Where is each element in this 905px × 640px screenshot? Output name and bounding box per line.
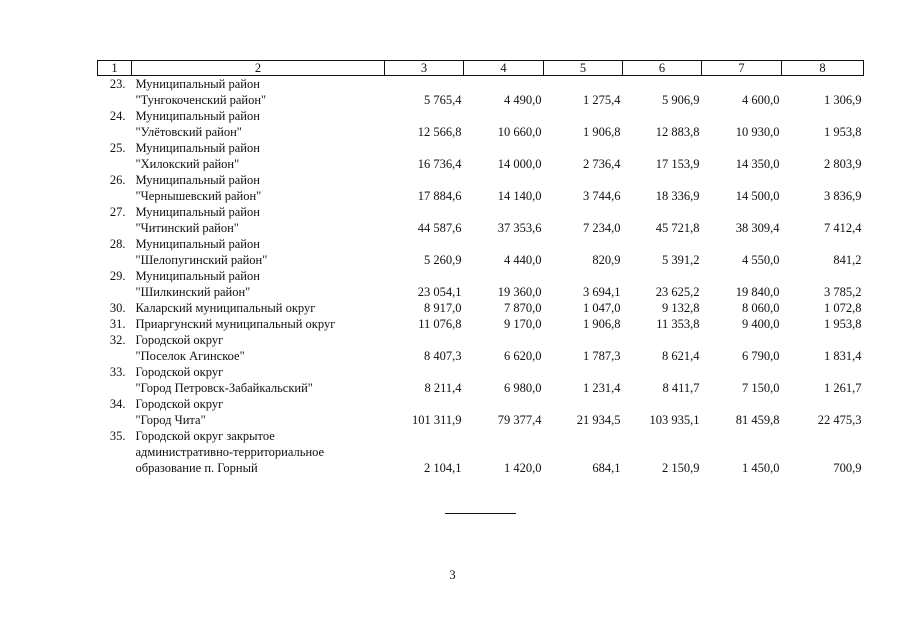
value-cell-col-4: 6 620,0	[504, 349, 542, 363]
row-number: 27.	[109, 205, 126, 219]
value-cell-col-3: 44 587,6	[417, 221, 462, 235]
table-row	[98, 204, 864, 236]
municipality-name-line: "Город Петровск-Забайкальский"	[135, 381, 313, 395]
value-cell-col-4: 14 000,0	[497, 157, 542, 171]
value-cell-col-6: 5 391,2	[662, 253, 700, 267]
municipality-name-line: Муниципальный район	[135, 205, 260, 219]
value-cell-col-7: 6 790,0	[742, 349, 780, 363]
value-cell-col-5: 3 694,1	[583, 285, 621, 299]
municipality-name-line: Муниципальный район	[135, 173, 260, 187]
value-cell-col-8: 1 953,8	[824, 125, 862, 139]
value-cell-col-7: 14 350,0	[735, 157, 780, 171]
municipality-name-line: Городской округ	[135, 365, 224, 379]
value-cell-col-8: 1 953,8	[824, 317, 862, 331]
value-cell-col-3: 11 076,8	[418, 317, 462, 331]
value-cell-col-8: 2 803,9	[824, 157, 862, 171]
municipality-name-line: Муниципальный район	[135, 269, 260, 283]
value-cell-col-5: 1 906,8	[583, 317, 621, 331]
municipality-name-line: Муниципальный район	[135, 109, 260, 123]
municipality-name-line: административно-территориальное	[135, 445, 325, 459]
value-cell-col-6: 12 883,8	[655, 125, 700, 139]
row-number: 31.	[109, 317, 126, 331]
value-cell-col-5: 7 234,0	[583, 221, 621, 235]
value-cell-col-6: 18 336,9	[655, 189, 700, 203]
row-number: 34.	[109, 397, 126, 411]
value-cell-col-6: 17 153,9	[655, 157, 700, 171]
municipality-name-line: "Тунгокоченский район"	[135, 93, 267, 107]
value-cell-col-4: 4 440,0	[504, 253, 542, 267]
column-header-5: 5	[544, 61, 623, 76]
municipality-name	[132, 268, 385, 300]
municipality-name-line: Муниципальный район	[135, 141, 260, 155]
value-cell-col-6: 8 411,7	[662, 381, 700, 395]
value-cell-col-7: 14 500,0	[735, 189, 780, 203]
value-cell-col-6: 45 721,8	[655, 221, 700, 235]
value-cell-col-8: 1 306,9	[824, 93, 862, 107]
row-number: 24.	[109, 109, 126, 123]
value-cell-col-5: 1 047,0	[583, 301, 621, 315]
municipality-name-line: Городской округ	[135, 397, 224, 411]
value-cell-col-3: 101 311,9	[411, 413, 462, 427]
value-cell-col-6: 5 906,9	[662, 93, 700, 107]
value-cell-col-8: 3 785,2	[824, 285, 862, 299]
value-cell-col-4: 19 360,0	[497, 285, 542, 299]
table-row	[98, 236, 864, 268]
table-row	[98, 268, 864, 300]
table-row	[98, 140, 864, 172]
value-cell-col-3: 16 736,4	[417, 157, 462, 171]
municipality-name-line: "Хилокский район"	[135, 157, 240, 171]
municipality-name-line: "Поселок Агинское"	[135, 349, 245, 363]
value-cell-col-5: 2 736,4	[583, 157, 621, 171]
row-number: 25.	[109, 141, 126, 155]
column-number-row	[98, 61, 864, 76]
municipality-name-line: "Читинский район"	[135, 221, 239, 235]
table-body	[98, 76, 864, 477]
column-header-8: 8	[782, 61, 864, 76]
value-cell-col-7: 1 450,0	[742, 461, 780, 475]
municipality-name-line: "Улётовский район"	[135, 125, 242, 139]
value-cell-col-5: 3 744,6	[583, 189, 621, 203]
municipality-name	[132, 76, 385, 109]
value-cell-col-4: 10 660,0	[497, 125, 542, 139]
municipality-name	[132, 236, 385, 268]
municipality-name	[132, 140, 385, 172]
column-header-2: 2	[132, 61, 385, 76]
municipality-name	[132, 204, 385, 236]
value-cell-col-7: 10 930,0	[735, 125, 780, 139]
municipality-name	[132, 428, 385, 476]
municipality-name-line: "Чернышевский район"	[135, 189, 262, 203]
value-cell-col-3: 12 566,8	[417, 125, 462, 139]
municipality-name-line: "Город Чита"	[135, 413, 206, 427]
municipality-name-line: Каларский муниципальный округ	[135, 301, 316, 315]
row-number: 32.	[109, 333, 126, 347]
value-cell-col-3: 23 054,1	[417, 285, 462, 299]
row-number: 26.	[109, 173, 126, 187]
value-cell-col-7: 81 459,8	[735, 413, 780, 427]
table-header	[98, 61, 864, 76]
municipality-name	[132, 316, 385, 332]
value-cell-col-3: 8 917,0	[424, 301, 462, 315]
row-number: 29.	[109, 269, 126, 283]
municipality-name-line: "Шелопугинский район"	[135, 253, 268, 267]
value-cell-col-3: 8 211,4	[424, 381, 462, 395]
value-cell-col-6: 11 353,8	[656, 317, 700, 331]
value-cell-col-4: 9 170,0	[504, 317, 542, 331]
footer-divider	[445, 513, 516, 514]
value-cell-col-4: 6 980,0	[504, 381, 542, 395]
value-cell-col-7: 8 060,0	[742, 301, 780, 315]
municipality-name	[132, 364, 385, 396]
value-cell-col-7: 4 600,0	[742, 93, 780, 107]
value-cell-col-4: 7 870,0	[504, 301, 542, 315]
value-cell-col-7: 9 400,0	[742, 317, 780, 331]
value-cell-col-7: 38 309,4	[735, 221, 780, 235]
value-cell-col-7: 19 840,0	[735, 285, 780, 299]
municipality-name	[132, 300, 385, 316]
column-header-7: 7	[702, 61, 782, 76]
table-row	[98, 300, 864, 316]
value-cell-col-5: 684,1	[592, 461, 621, 475]
table-row	[98, 428, 864, 476]
municipality-name-line: образование п. Горный	[135, 461, 258, 475]
municipality-name-line: Приаргунский муниципальный округ	[135, 317, 336, 331]
value-cell-col-3: 5 260,9	[424, 253, 462, 267]
municipality-name	[132, 172, 385, 204]
municipality-name-line: Городской округ	[135, 333, 224, 347]
table-row	[98, 396, 864, 428]
value-cell-col-7: 4 550,0	[742, 253, 780, 267]
value-cell-col-5: 1 275,4	[583, 93, 621, 107]
value-cell-col-8: 7 412,4	[824, 221, 862, 235]
municipality-name-line: "Шилкинский район"	[135, 285, 251, 299]
value-cell-col-5: 1 906,8	[583, 125, 621, 139]
value-cell-col-4: 79 377,4	[497, 413, 542, 427]
value-cell-col-5: 21 934,5	[576, 413, 621, 427]
value-cell-col-8: 3 836,9	[824, 189, 862, 203]
page-number: 3	[449, 568, 456, 582]
value-cell-col-5: 1 787,3	[583, 349, 621, 363]
value-cell-col-8: 1 261,7	[824, 381, 862, 395]
row-number: 30.	[109, 301, 126, 315]
value-cell-col-8: 841,2	[833, 253, 862, 267]
value-cell-col-3: 8 407,3	[424, 349, 462, 363]
municipality-name-line: Муниципальный район	[135, 77, 260, 91]
municipality-name	[132, 396, 385, 428]
value-cell-col-5: 820,9	[592, 253, 621, 267]
table-row	[98, 316, 864, 332]
row-number: 23.	[109, 77, 126, 91]
value-cell-col-8: 22 475,3	[817, 413, 862, 427]
value-cell-col-6: 8 621,4	[662, 349, 700, 363]
municipality-name	[132, 108, 385, 140]
table-row	[98, 76, 864, 109]
value-cell-col-8: 1 072,8	[824, 301, 862, 315]
value-cell-col-7: 7 150,0	[742, 381, 780, 395]
column-header-4: 4	[464, 61, 544, 76]
column-header-3: 3	[385, 61, 464, 76]
value-cell-col-6: 2 150,9	[662, 461, 700, 475]
municipality-name	[132, 332, 385, 364]
column-header-6: 6	[623, 61, 702, 76]
value-cell-col-3: 5 765,4	[424, 93, 462, 107]
municipality-name-line: Муниципальный район	[135, 237, 260, 251]
value-cell-col-3: 17 884,6	[417, 189, 462, 203]
municipality-name-line: Городской округ закрытое	[135, 429, 275, 443]
value-cell-col-6: 103 935,1	[649, 413, 700, 427]
column-header-1: 1	[98, 61, 132, 76]
table-row	[98, 108, 864, 140]
table-row	[98, 172, 864, 204]
value-cell-col-8: 700,9	[833, 461, 862, 475]
value-cell-col-4: 14 140,0	[497, 189, 542, 203]
value-cell-col-4: 4 490,0	[504, 93, 542, 107]
value-cell-col-6: 23 625,2	[655, 285, 700, 299]
value-cell-col-5: 1 231,4	[583, 381, 621, 395]
value-cell-col-8: 1 831,4	[824, 349, 862, 363]
row-number: 33.	[109, 365, 126, 379]
row-number: 28.	[109, 237, 126, 251]
table-row	[98, 332, 864, 364]
value-cell-col-6: 9 132,8	[662, 301, 700, 315]
value-cell-col-4: 37 353,6	[497, 221, 542, 235]
table-row	[98, 364, 864, 396]
budget-table	[97, 60, 864, 476]
row-number: 35.	[109, 429, 126, 443]
value-cell-col-3: 2 104,1	[424, 461, 462, 475]
value-cell-col-4: 1 420,0	[504, 461, 542, 475]
